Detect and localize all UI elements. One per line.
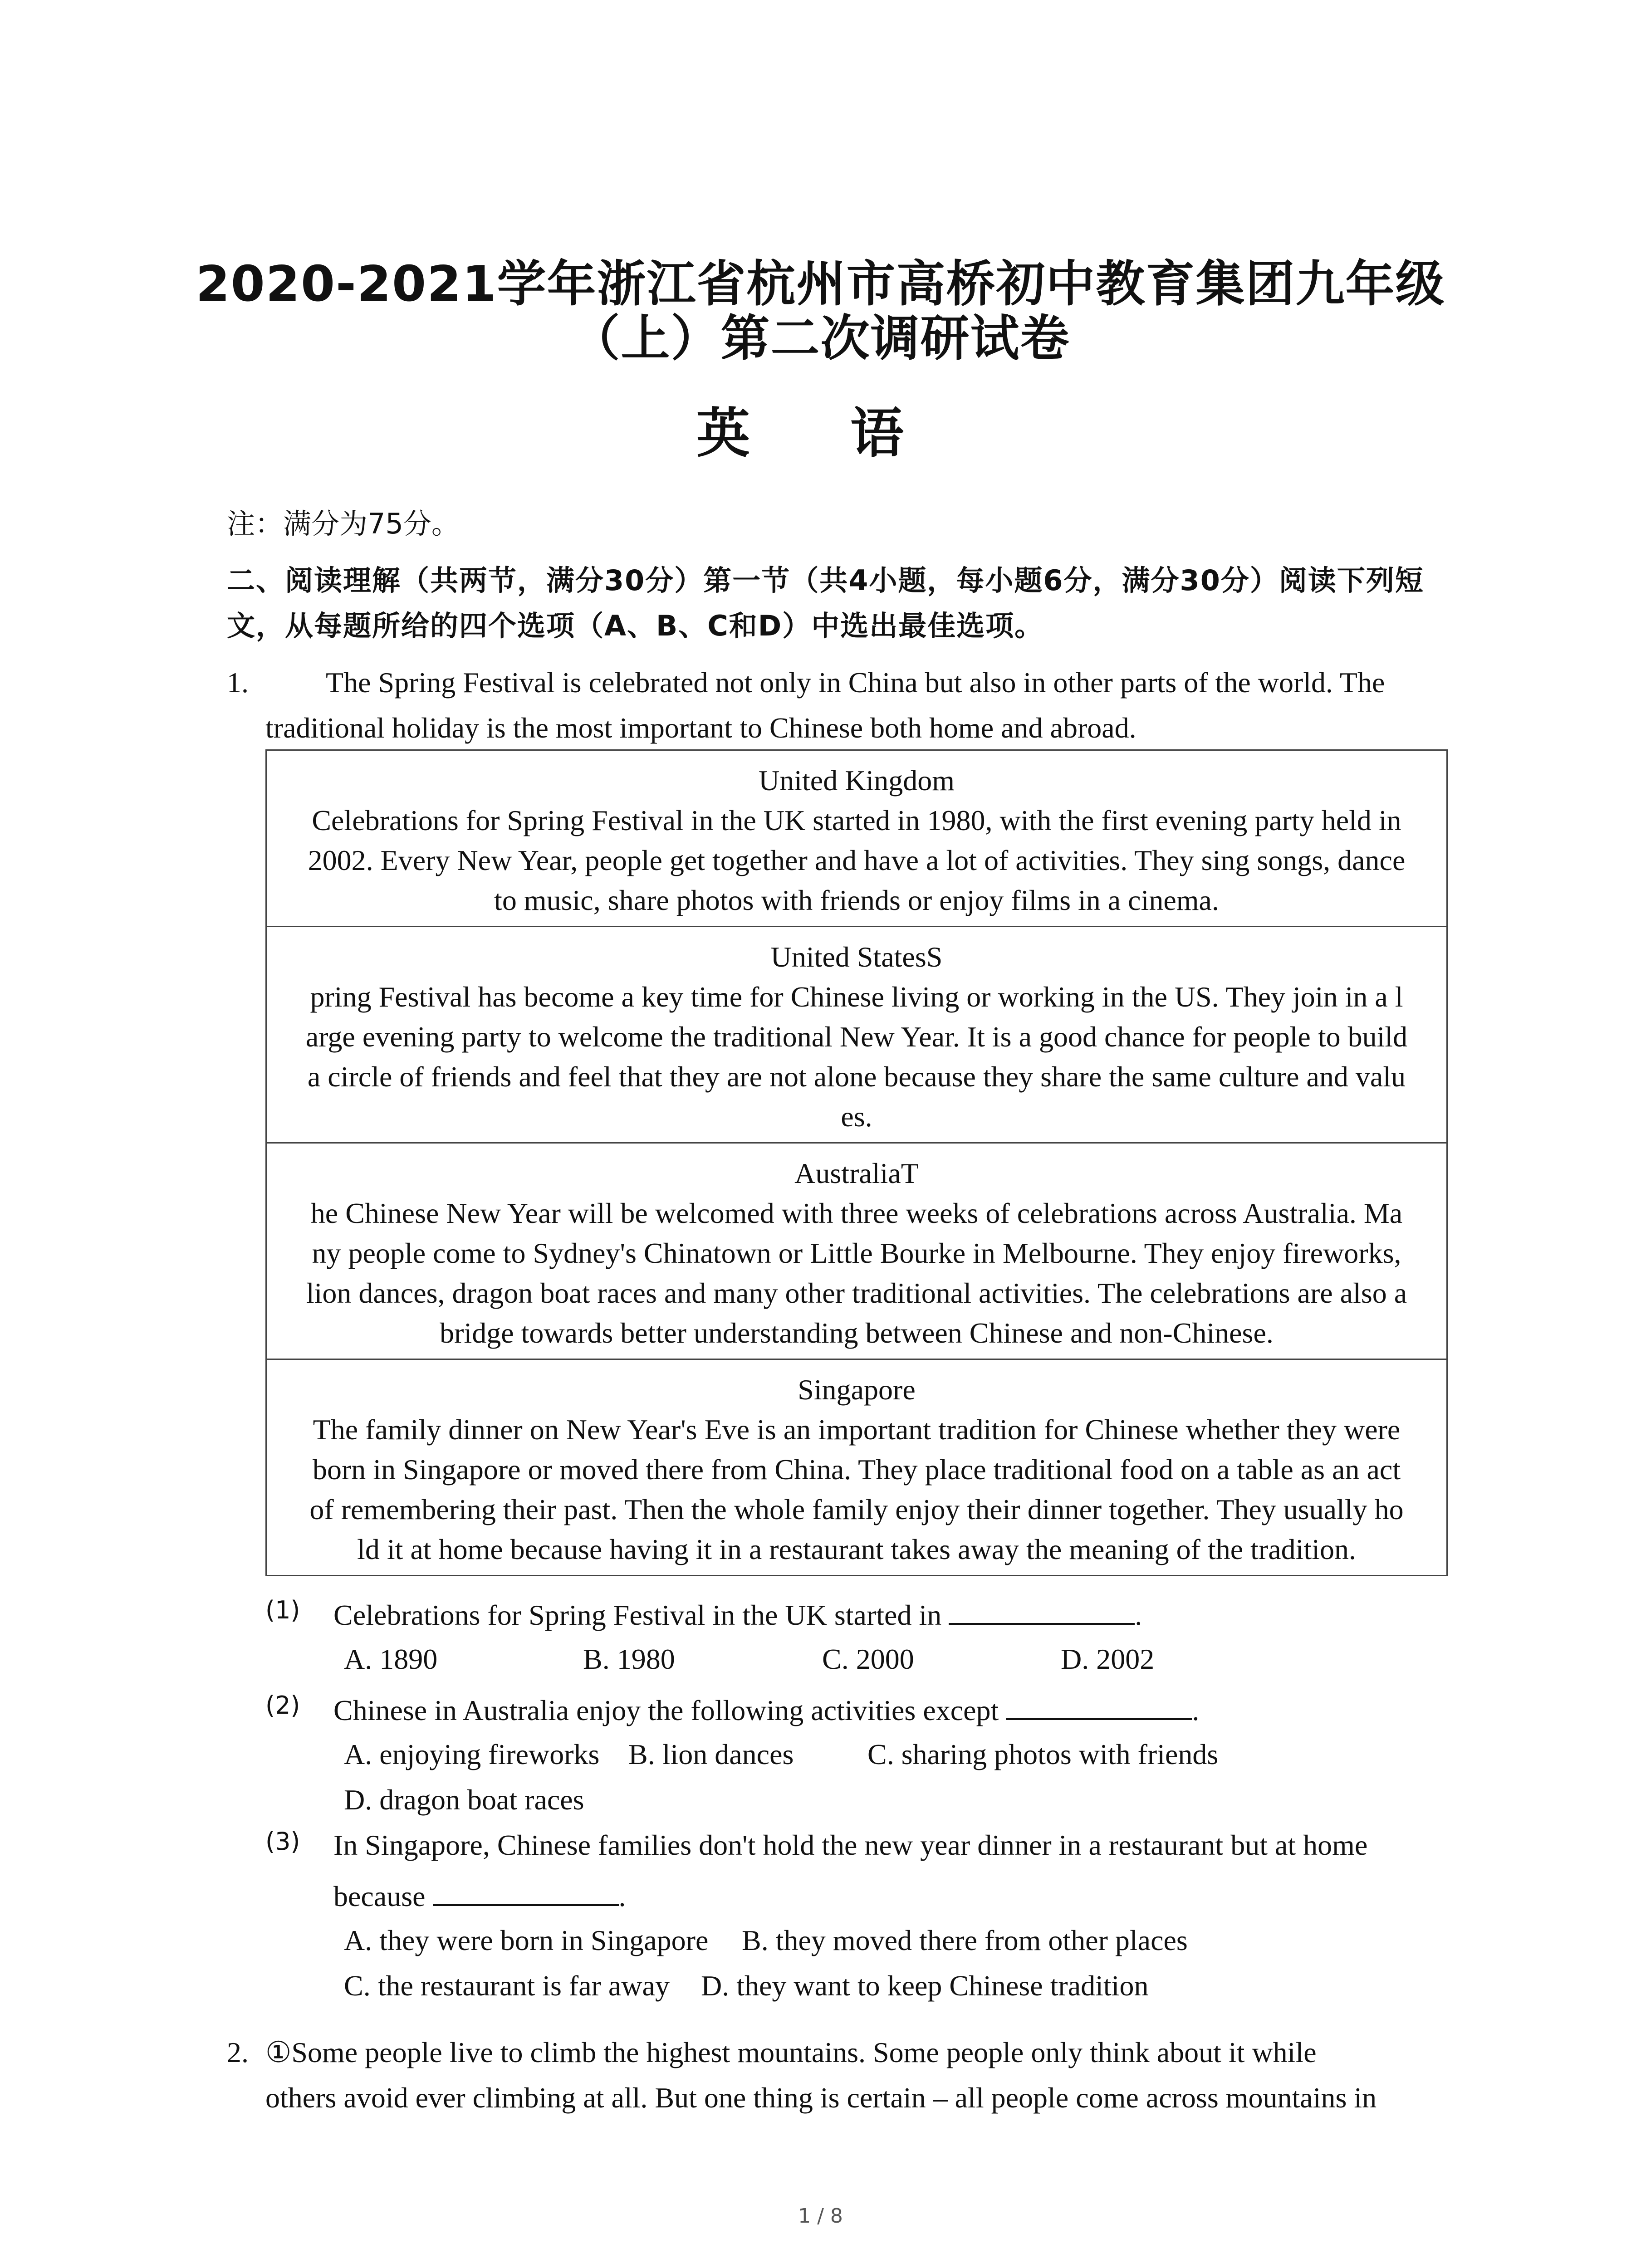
table-row-uk <box>267 751 1446 927</box>
question-stem-end: . <box>1192 1694 1200 1726</box>
option-b[interactable]: B. they moved there from other places <box>742 1924 1188 1956</box>
question-stem-end: . <box>618 1880 626 1912</box>
passage1-intro-line2: traditional holiday is the most important to Chinese both home and abroad. <box>265 712 1136 744</box>
cell-text-line: bridge towards better understanding between Chinese and non-Chinese. <box>440 1317 1274 1349</box>
exam-title-line2: （上）第二次调研试卷 <box>571 310 1070 367</box>
question-3-stem-line2 <box>333 1872 626 1919</box>
cell-text-line: to music, share photos with friends or enjoy films in a cinema. <box>494 884 1219 916</box>
country-celebrations-table <box>265 749 1448 1576</box>
section-heading-line2: 文，从每题所给的四个选项（A、B、C和D）中选出最佳选项。 <box>227 609 1044 642</box>
question-stem-text: because <box>333 1880 426 1912</box>
question-stem-text: Celebrations for Spring Festival in the UK started in <box>333 1599 942 1631</box>
cell-text-line: The family dinner on New Year's Eve is an important tradition for Chinese whether they were <box>313 1413 1401 1446</box>
cell-text-line: he Chinese New Year will be welcomed with three weeks of celebrations across Australia. Ma <box>310 1197 1403 1229</box>
page-number: 1 / 8 <box>798 2204 843 2228</box>
cell-text-line: arge evening party to welcome the traditional New Year. It is a good chance for people to build <box>305 1021 1408 1053</box>
question-3-stem: In Singapore, Chinese families don't hold the new year dinner in a restaurant but at home <box>333 1829 1368 1861</box>
country-name: Singapore <box>798 1374 916 1406</box>
option-d[interactable]: D. 2002 <box>1061 1643 1155 1675</box>
question-number: (1) <box>265 1596 300 1624</box>
subject-heading: 英 语 <box>696 402 945 464</box>
option-a[interactable]: A. they were born in Singapore <box>344 1924 709 1956</box>
passage1-intro-line1: The Spring Festival is celebrated not only in China but also in other parts of the world. The <box>326 666 1385 699</box>
cell-text-line: es. <box>841 1100 872 1133</box>
table-row-singapore <box>267 1360 1446 1575</box>
question-1-stem <box>333 1591 1142 1638</box>
answer-blank[interactable] <box>433 1872 619 1906</box>
cell-text-line: born in Singapore or moved there from China. They place traditional food on a table as an act <box>312 1453 1401 1486</box>
option-c[interactable]: C. the restaurant is far away <box>344 1970 670 2002</box>
option-c[interactable]: C. sharing photos with friends <box>867 1738 1219 1770</box>
option-a[interactable]: A. enjoying fireworks <box>344 1738 600 1770</box>
passage2-line1: ①Some people live to climb the highest mountains. Some people only think about it while <box>265 2036 1317 2068</box>
score-note: 注：满分为75分。 <box>227 507 460 540</box>
option-b[interactable]: B. lion dances <box>628 1738 794 1770</box>
table-row-australia <box>267 1144 1446 1360</box>
cell-text-line: of remembering their past. Then the whole family enjoy their dinner together. They usually ho <box>309 1493 1404 1525</box>
question-2-stem <box>333 1686 1199 1733</box>
option-a[interactable]: A. 1890 <box>344 1643 438 1675</box>
answer-blank[interactable] <box>1006 1686 1192 1720</box>
country-name: United Kingdom <box>759 764 955 797</box>
country-name: United StatesS <box>770 941 943 973</box>
passage1-number: 1. <box>227 666 249 699</box>
option-b[interactable]: B. 1980 <box>583 1643 675 1675</box>
exam-title-line1: 2020-2021学年浙江省杭州市高桥初中教育集团九年级 <box>196 256 1445 313</box>
cell-text-line: ny people come to Sydney's Chinatown or Little Bourke in Melbourne. They enjoy fireworks, <box>312 1237 1401 1269</box>
passage2-line2: others avoid ever climbing at all. But one thing is certain – all people come across mountains in <box>265 2082 1377 2114</box>
cell-text-line: pring Festival has become a key time for Chinese living or working in the US. They join in a l <box>310 981 1403 1013</box>
cell-text-line: Celebrations for Spring Festival in the UK started in 1980, with the first evening party held in <box>312 804 1401 836</box>
section-heading-line1: 二、阅读理解（共两节，满分30分）第一节（共4小题，每小题6分，满分30分）阅读下列短 <box>227 564 1424 597</box>
answer-blank[interactable] <box>949 1591 1135 1625</box>
option-d[interactable]: D. dragon boat races <box>344 1784 584 1816</box>
country-name: AustraliaT <box>794 1157 919 1189</box>
table-row-us <box>267 927 1446 1144</box>
cell-text-line: ld it at home because having it in a restaurant takes away the meaning of the tradition. <box>357 1533 1356 1565</box>
cell-text-line: 2002. Every New Year, people get together and have a lot of activities. They sing songs, dance <box>308 844 1406 876</box>
cell-text-line: lion dances, dragon boat races and many other traditional activities. The celebrations are also a <box>306 1277 1407 1309</box>
option-c[interactable]: C. 2000 <box>822 1643 914 1675</box>
passage2-number: 2. <box>227 2036 249 2068</box>
question-stem-text: Chinese in Australia enjoy the following activities except <box>333 1694 999 1726</box>
option-d[interactable]: D. they want to keep Chinese tradition <box>701 1970 1149 2002</box>
question-number: (2) <box>265 1691 300 1720</box>
question-number: (3) <box>265 1827 300 1856</box>
cell-text-line: a circle of friends and feel that they are not alone because they share the same culture and valu <box>307 1061 1406 1093</box>
question-stem-end: . <box>1135 1599 1142 1631</box>
